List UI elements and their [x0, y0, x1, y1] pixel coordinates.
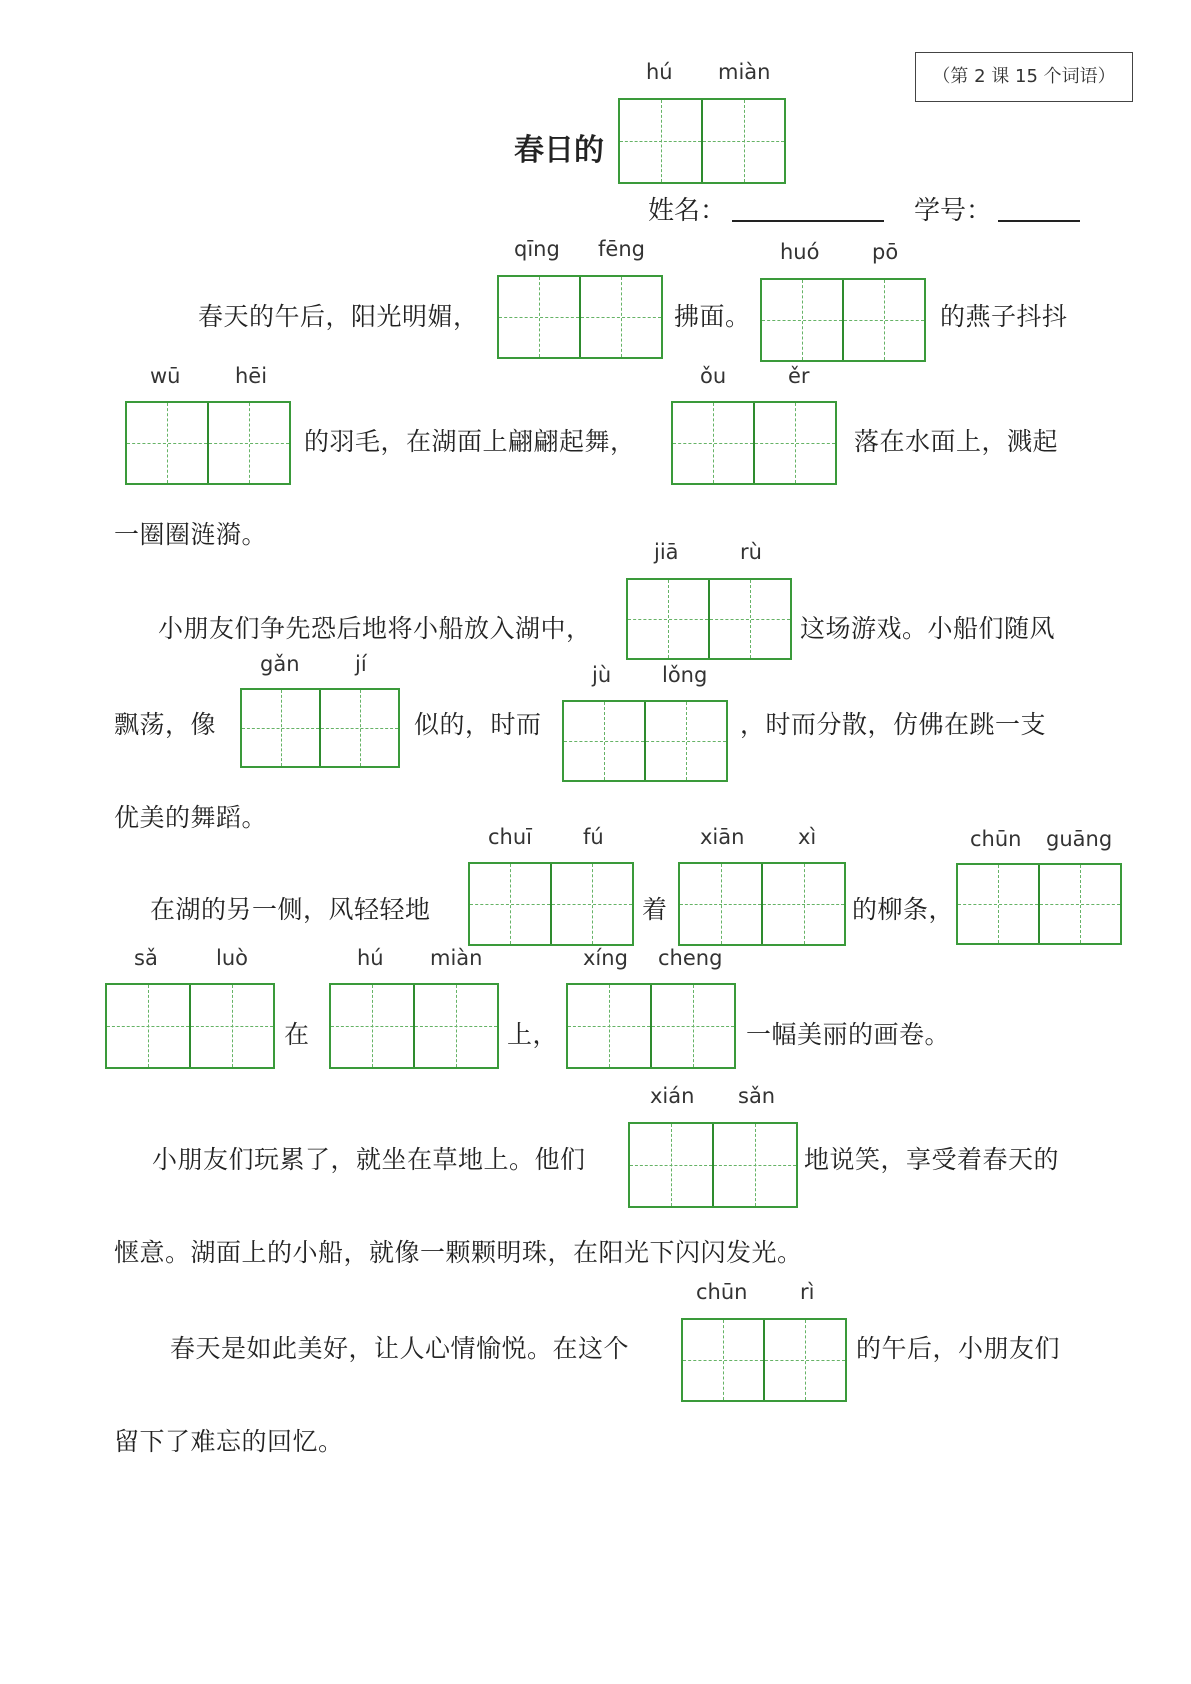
- pinyin: hēi: [235, 364, 268, 388]
- text: 留下了难忘的回忆。: [114, 1427, 344, 1456]
- title-blank-grid[interactable]: [618, 98, 786, 184]
- text: 惬意。湖面上的小船，就像一颗颗明珠，在阳光下闪闪发光。: [114, 1238, 803, 1267]
- pinyin: sǎn: [738, 1084, 776, 1108]
- title-pinyin-2: miàn: [718, 60, 771, 84]
- pinyin: chūn: [696, 1280, 748, 1304]
- text: 这场游戏。小船们随风: [800, 614, 1056, 643]
- pinyin: xì: [798, 825, 817, 849]
- pinyin: hú: [357, 946, 384, 970]
- text: 小朋友们玩累了，就坐在草地上。他们: [152, 1145, 586, 1174]
- text: 的燕子抖抖: [940, 302, 1068, 331]
- blank-grid-chunguang[interactable]: [956, 863, 1122, 945]
- blank-grid-huopo[interactable]: [760, 278, 926, 362]
- text: 一幅美丽的画卷。: [746, 1020, 951, 1049]
- pinyin: fú: [583, 825, 604, 849]
- text: 似的，时而: [414, 710, 542, 739]
- pinyin: cheng: [658, 946, 723, 970]
- text: 的羽毛，在湖面上翩翩起舞，: [304, 427, 636, 456]
- text: 春天的午后，阳光明媚，: [198, 302, 479, 331]
- blank-grid-ganji[interactable]: [240, 688, 400, 768]
- blank-grid-julong[interactable]: [562, 700, 728, 782]
- pinyin: qīng: [514, 237, 560, 261]
- blank-grid-chunri[interactable]: [681, 1318, 847, 1402]
- text: 拂面。: [674, 302, 751, 331]
- pinyin: ěr: [788, 364, 810, 388]
- name-label: 姓名：: [648, 196, 727, 226]
- text: 小朋友们争先恐后地将小船放入湖中，: [158, 614, 592, 643]
- text: 着: [642, 895, 668, 924]
- pinyin: xíng: [583, 946, 628, 970]
- pinyin: gǎn: [260, 652, 300, 676]
- pinyin: jí: [355, 652, 367, 676]
- pinyin: xiān: [700, 825, 745, 849]
- id-label: 学号：: [914, 196, 993, 226]
- pinyin: luò: [216, 946, 248, 970]
- lesson-tag: （第 2 课 15 个词语）: [915, 52, 1133, 102]
- text: 上，: [507, 1020, 559, 1049]
- pinyin: chūn: [970, 827, 1022, 851]
- title-pinyin-1: hú: [646, 60, 673, 84]
- pinyin: jù: [592, 663, 612, 687]
- pinyin: chuī: [488, 825, 532, 849]
- page-title: 春日的: [514, 133, 604, 168]
- text: 优美的舞蹈。: [114, 803, 268, 832]
- text: 在湖的另一侧，风轻轻地: [150, 895, 431, 924]
- text: 的午后，小朋友们: [856, 1334, 1061, 1363]
- text: 一圈圈涟漪。: [114, 520, 268, 549]
- pinyin: miàn: [430, 946, 483, 970]
- pinyin: ǒu: [700, 364, 727, 388]
- blank-grid-saluo[interactable]: [105, 983, 275, 1069]
- pinyin: sǎ: [134, 946, 158, 970]
- blank-grid-jiaru[interactable]: [626, 578, 792, 660]
- blank-grid-ouer[interactable]: [671, 401, 837, 485]
- blank-grid-humian[interactable]: [329, 983, 499, 1069]
- pinyin: rù: [740, 540, 762, 564]
- blank-grid-xianxi[interactable]: [678, 862, 846, 946]
- text: 在: [284, 1020, 310, 1049]
- pinyin: wū: [150, 364, 181, 388]
- id-field[interactable]: [998, 220, 1080, 222]
- blank-grid-qingfeng[interactable]: [497, 275, 663, 359]
- pinyin: pō: [872, 240, 899, 264]
- pinyin: huó: [780, 240, 820, 264]
- text: 春天是如此美好，让人心情愉悦。在这个: [170, 1334, 630, 1363]
- pinyin: rì: [800, 1280, 815, 1304]
- pinyin: guāng: [1046, 827, 1113, 851]
- pinyin: xián: [650, 1084, 695, 1108]
- text: 飘荡，像: [114, 710, 217, 739]
- blank-grid-xiansan[interactable]: [628, 1122, 798, 1208]
- pinyin: lǒng: [662, 663, 708, 687]
- blank-grid-xingcheng[interactable]: [566, 983, 736, 1069]
- blank-grid-chuifu[interactable]: [468, 862, 634, 946]
- pinyin: jiā: [654, 540, 679, 564]
- text: ，时而分散，仿佛在跳一支: [740, 710, 1047, 739]
- name-field[interactable]: [732, 220, 884, 222]
- pinyin: fēng: [598, 237, 645, 261]
- text: 落在水面上，溅起: [854, 427, 1059, 456]
- blank-grid-wuhei[interactable]: [125, 401, 291, 485]
- text: 地说笑，享受着春天的: [804, 1145, 1060, 1174]
- text: 的柳条，: [852, 895, 955, 924]
